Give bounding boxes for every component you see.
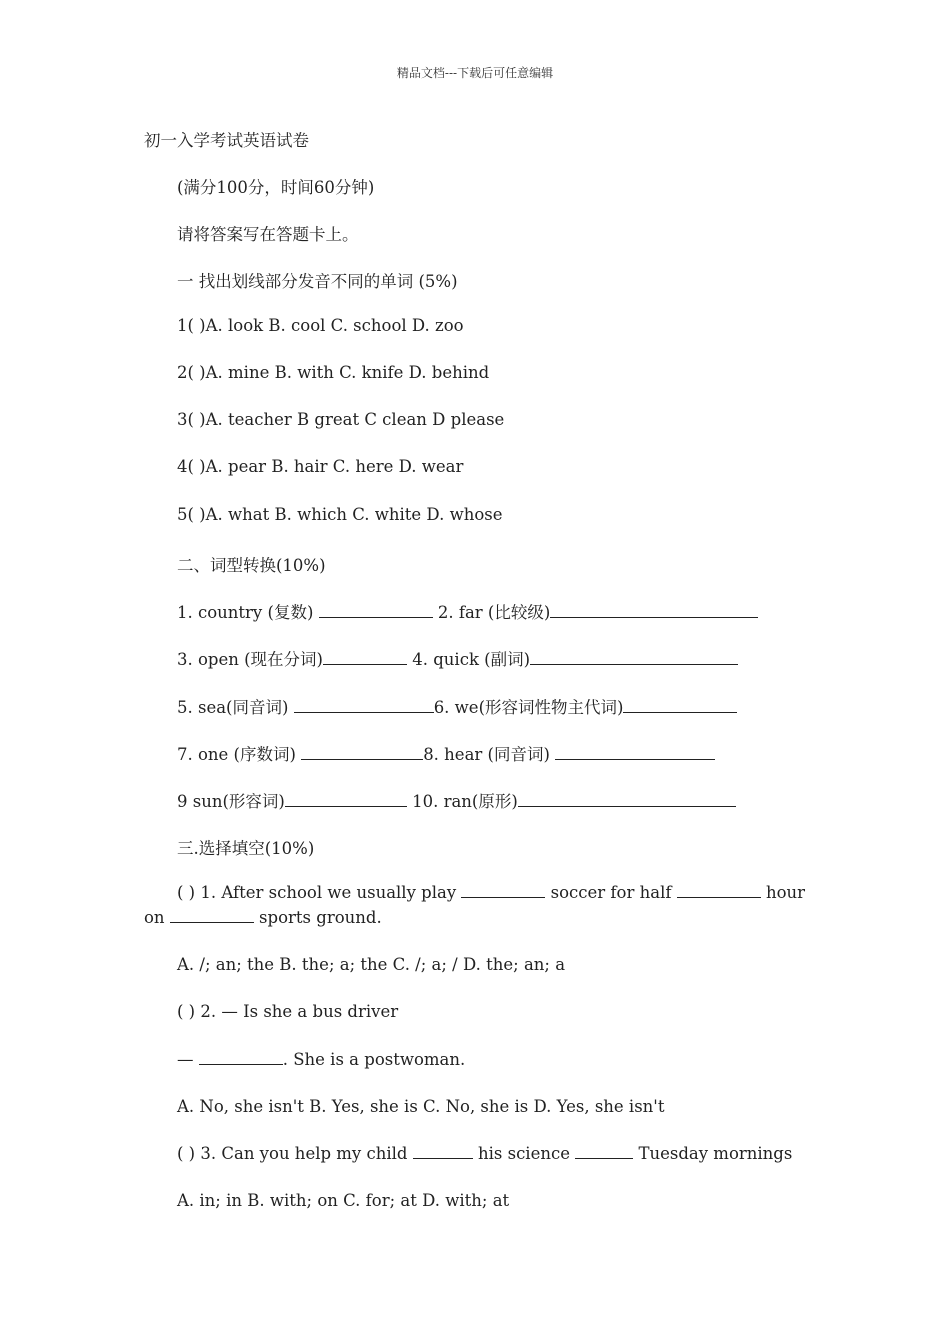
word-form-prompt: 8. hear (同音词) [423, 745, 556, 764]
word-form-prompt: 3. open (现在分词) [177, 650, 323, 669]
question-text: Tuesday mornings [633, 1144, 793, 1163]
question-stem: ( ) 2. — Is she a bus driver [177, 1002, 399, 1021]
answer-blank [550, 603, 758, 618]
page-header: 精品文档---下载后可任意编辑 [396, 66, 554, 80]
answer-options: A. No, she isn't B. Yes, she is C. No, she is D. Yes, she isn't [177, 1097, 665, 1116]
word-form-prompt: 1. country (复数) [177, 603, 319, 622]
answer-blank [199, 1050, 283, 1065]
question-text: his science [472, 1144, 576, 1163]
answer-blank [518, 792, 736, 807]
answer-blank [461, 883, 545, 898]
answer-options: A. in; in B. with; on C. for; at D. with; at [177, 1191, 510, 1210]
question-text: sports ground. [253, 908, 382, 927]
exam-info: (满分100分，时间60分钟) [177, 178, 375, 197]
word-form-prompt: 9 sun(形容词) [177, 792, 285, 811]
question-item: 3( )A. teacher B great C clean D please [177, 410, 505, 429]
word-form-row [177, 741, 715, 765]
word-form-row [177, 599, 758, 623]
word-form-prompt: 6. we(形容词性物主代词) [433, 698, 624, 717]
section-heading-word-forms: 二、词型转换(10%) [177, 556, 326, 575]
question-stem-continued [144, 908, 382, 927]
answer-blank [677, 883, 761, 898]
answer-blank [285, 792, 407, 807]
answer-blank [323, 650, 407, 665]
question-item: 2( )A. mine B. with C. knife D. behind [177, 363, 490, 382]
word-form-prompt: 7. one (序数词) [177, 745, 302, 764]
question-item: 1( )A. look B. cool C. school D. zoo [177, 316, 464, 335]
question-text: on [144, 908, 170, 927]
answer-blank [319, 603, 433, 618]
question-text: ( ) 3. Can you help my child [177, 1144, 413, 1163]
answer-blank [413, 1144, 473, 1159]
question-text: hour [760, 883, 806, 902]
instruction: 请将答案写在答题卡上。 [177, 225, 359, 244]
question-text: soccer for half [545, 883, 677, 902]
question-text: — [177, 1050, 199, 1069]
answer-blank [170, 908, 254, 923]
word-form-row [177, 788, 736, 812]
dialogue-reply [177, 1050, 465, 1069]
word-form-prompt: 5. sea(同音词) [177, 698, 294, 717]
answer-blank [530, 650, 738, 665]
question-text: . She is a postwoman. [282, 1050, 466, 1069]
word-form-prompt: 10. ran(原形) [406, 792, 518, 811]
question-item: 4( )A. pear B. hair C. here D. wear [177, 457, 464, 476]
word-form-row [177, 694, 737, 718]
answer-options: A. /; an; the B. the; a; the C. /; a; / D. the; an; a [177, 955, 566, 974]
answer-blank [623, 698, 737, 713]
section-heading-pronunciation: 一 找出划线部分发音不同的单词 (5%) [177, 272, 458, 291]
section-heading-multiple-choice: 三.选择填空(10%) [177, 839, 315, 858]
answer-blank [301, 745, 423, 760]
question-stem [177, 883, 805, 902]
word-form-prompt: 4. quick (副词) [407, 650, 531, 669]
answer-blank [555, 745, 715, 760]
question-text: ( ) 1. After school we usually play [177, 883, 462, 902]
answer-blank [294, 698, 434, 713]
word-form-row [177, 646, 738, 670]
word-form-prompt: 2. far (比较级) [432, 603, 551, 622]
question-stem [177, 1144, 792, 1163]
answer-blank [575, 1144, 633, 1159]
question-item: 5( )A. what B. which C. white D. whose [177, 505, 503, 524]
document-title: 初一入学考试英语试卷 [144, 131, 309, 150]
